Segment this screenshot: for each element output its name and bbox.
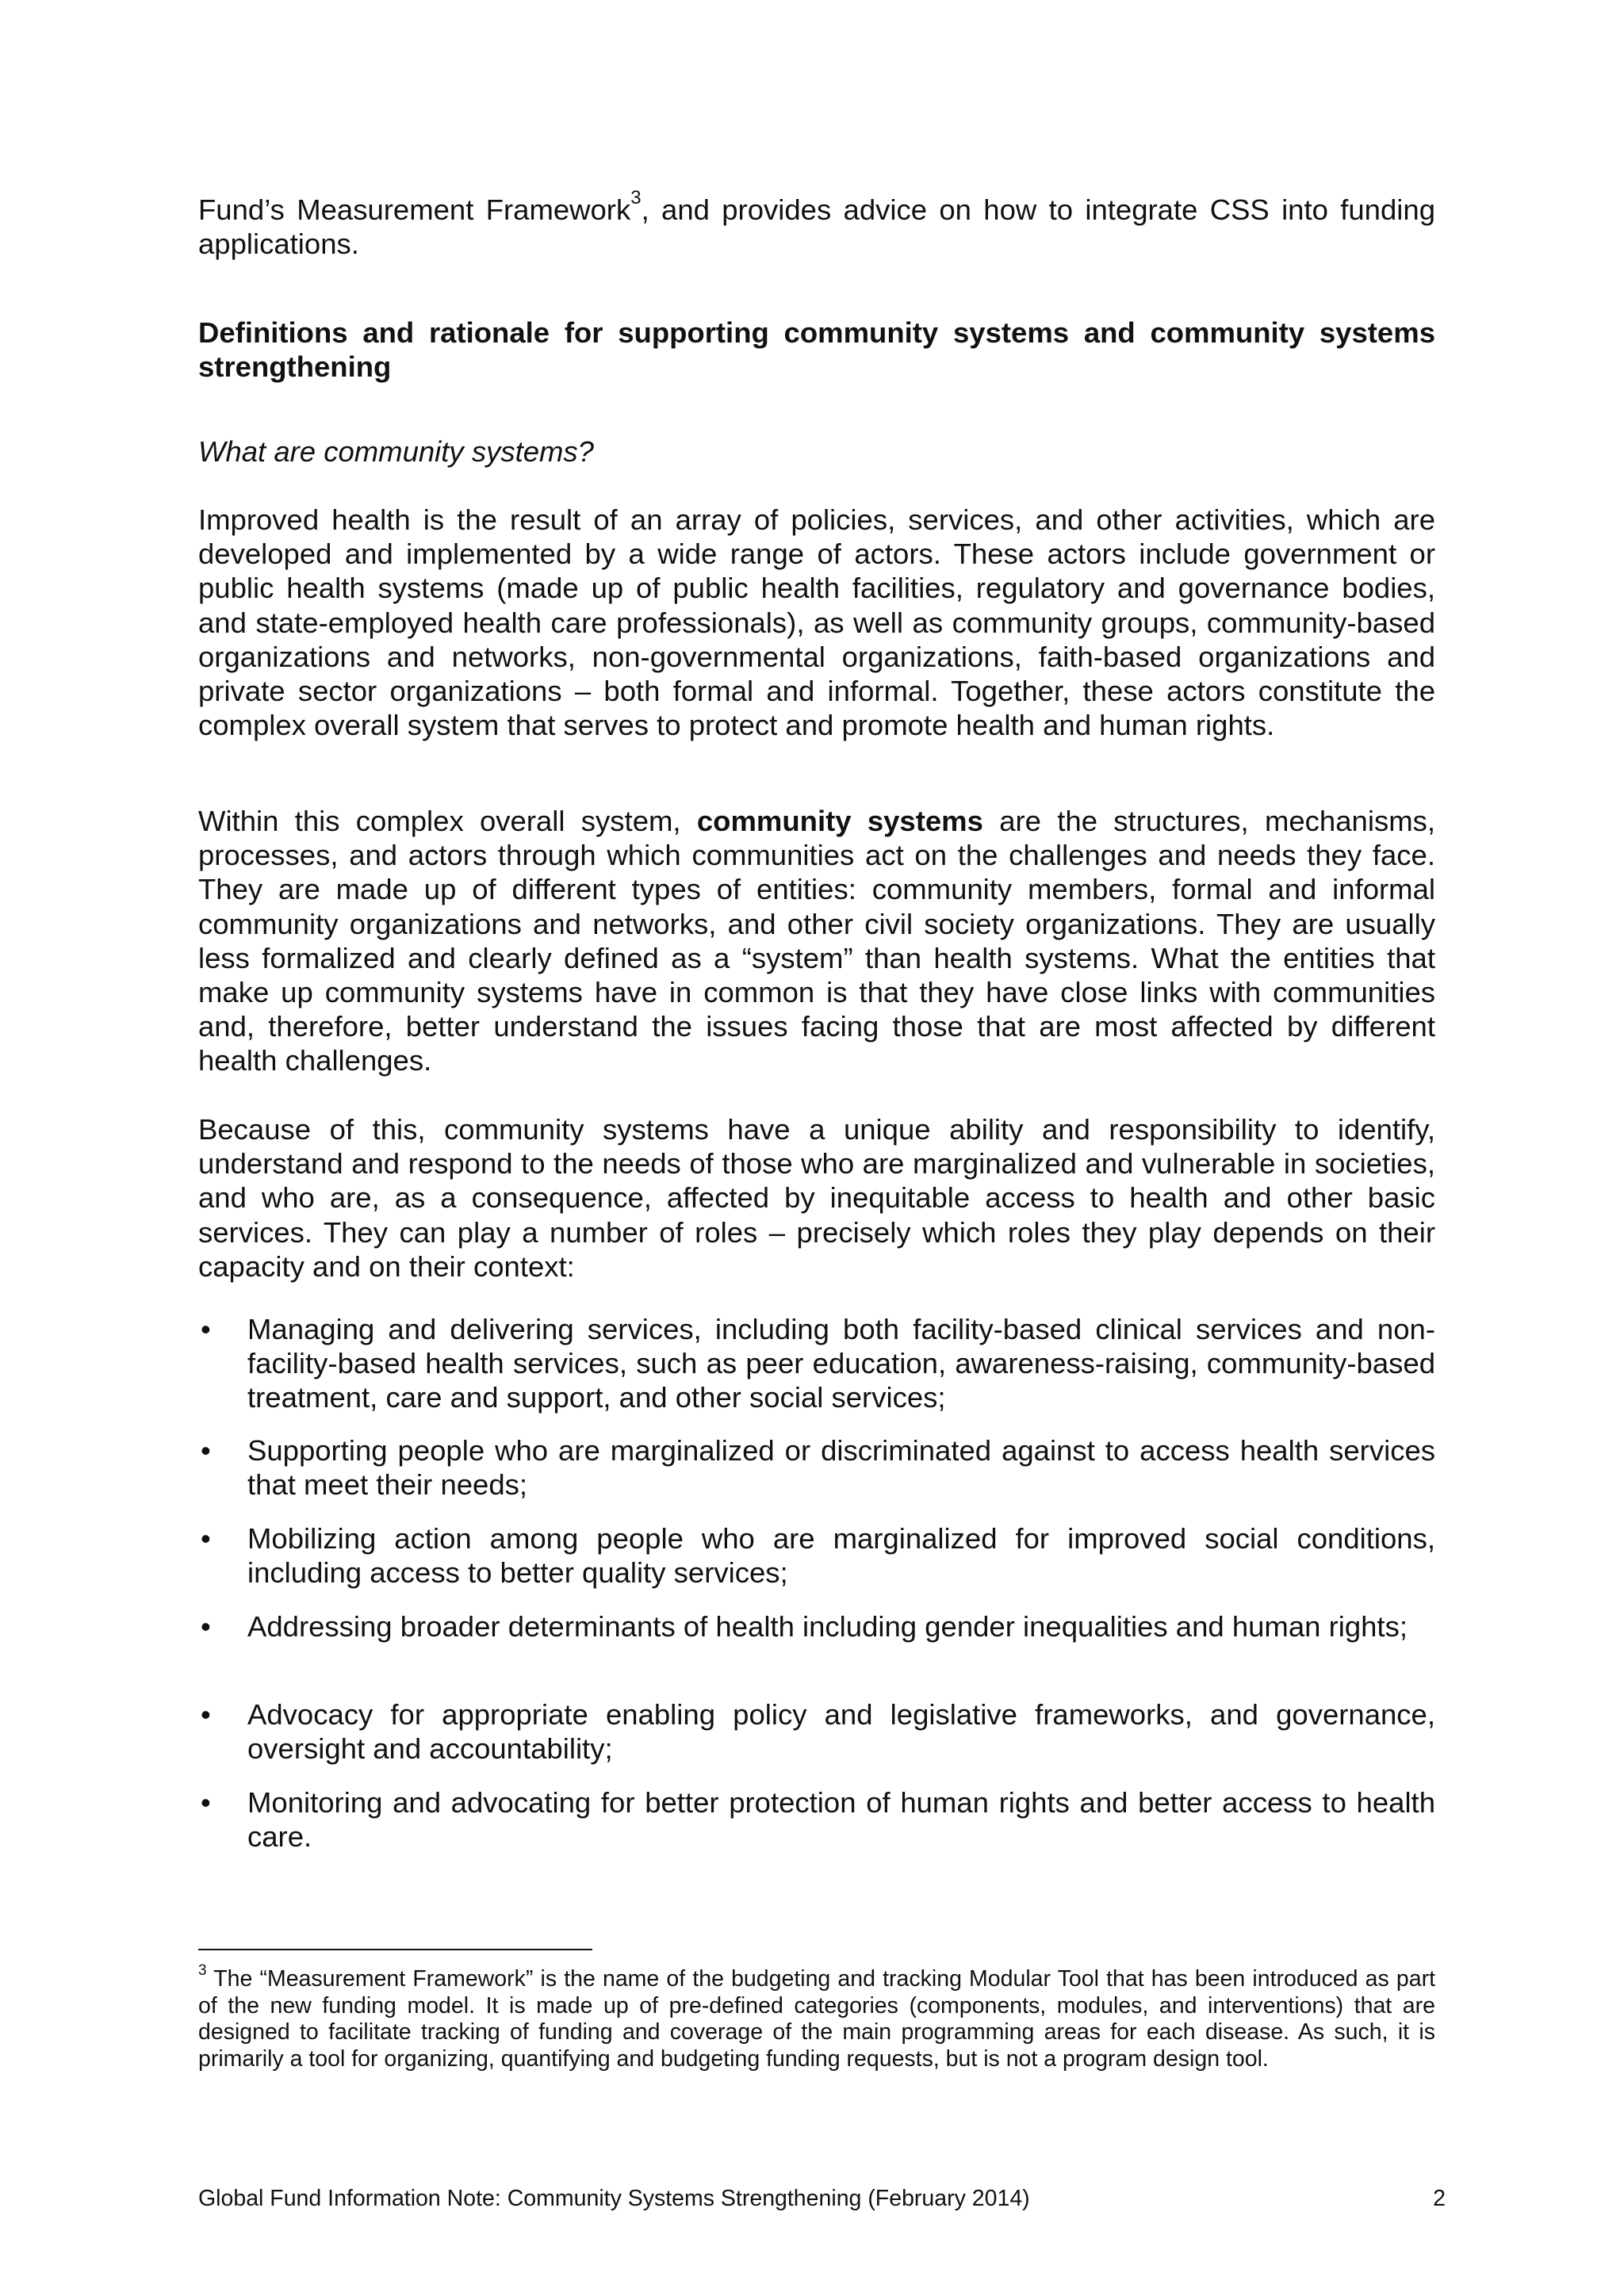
subheading: What are community systems?: [198, 435, 594, 468]
section-heading: Definitions and rationale for supporting community systems and community systems strengthening: [198, 316, 1435, 384]
footnote-number: 3: [198, 1962, 207, 1979]
paragraph-2: [198, 804, 1435, 1078]
footnote-separator: [198, 1949, 592, 1950]
list-item: [198, 1785, 1435, 1854]
bullet-icon: •: [201, 1610, 211, 1643]
paragraph-2-text-after: are the structures, mechanisms, processes, and actors through which communities act on the challenges and needs they face. They are made up of different types of entities: community members, formal and informal community organizations and networks, and other civil society organizations. They are usually less formalized and clearly defined as a “system” than health systems. What the entities that make up community systems have in common is that they have close links with communities and, therefore, better understand the issues facing those that are most affected by different health challenges.: [198, 805, 1435, 1077]
list-item: [198, 1697, 1435, 1766]
list-item: [198, 1312, 1435, 1415]
bullet-icon: •: [201, 1434, 211, 1467]
paragraph-2-text-before: Within this complex overall system,: [198, 805, 697, 837]
bullet-icon: •: [201, 1698, 211, 1731]
footnote-ref-3[interactable]: 3: [630, 187, 642, 209]
list-item-text: Addressing broader determinants of health including gender inequalities and human rights;: [247, 1610, 1408, 1643]
list-item-text: Advocacy for appropriate enabling policy and legislative frameworks, and governance, oversight and accountability;: [247, 1698, 1435, 1766]
intro-paragraph: [198, 187, 1435, 261]
list-item-text: Monitoring and advocating for better protection of human rights and better access to health care.: [247, 1786, 1435, 1854]
footnote-text: The “Measurement Framework” is the name of the budgeting and tracking Modular Tool that has been introduced as part of the new funding model. It is made up of pre-defined categories (components, modules, and interventions) that are designed to facilitate tracking of funding and coverage of the main programming areas for each disease. As such, it is primarily a tool for organizing, quantifying and budgeting funding requests, but is not a program design tool.: [198, 1966, 1435, 2072]
list-item-text: Managing and delivering services, including both facility-based clinical services and non-facility-based health services, such as peer education, awareness-raising, community-based treatment, care and support, and other social services;: [247, 1313, 1435, 1414]
list-item: [198, 1609, 1435, 1644]
paragraph-3: Because of this, community systems have a unique ability and responsibility to identify, understand and respond to the needs of those who are marginalized and vulnerable in societies, and who are, as a consequence, affected by inequitable access to health and other basic services. They can play a number of roles – precisely which roles they play depends on their capacity and on their context:: [198, 1113, 1435, 1283]
community-systems-term: community systems: [696, 805, 983, 837]
bullet-icon: •: [201, 1313, 211, 1345]
list-item: [198, 1433, 1435, 1502]
bullet-icon: •: [201, 1522, 211, 1555]
list-item-text: Mobilizing action among people who are marginalized for improved social conditions, including access to better quality services;: [247, 1522, 1435, 1590]
page-number: 2: [1433, 2186, 1446, 2211]
footnote-3: [198, 1962, 1435, 2072]
intro-text-after: , and provides advice on how to integrate CSS into funding applications.: [198, 193, 1435, 261]
footer-title: Global Fund Information Note: Community Systems Strengthening (February 2014): [198, 2186, 1030, 2211]
bullet-icon: •: [201, 1786, 211, 1819]
list-item-text: Supporting people who are marginalized or discriminated against to access health services that meet their needs;: [247, 1434, 1435, 1502]
intro-text-before: Fund’s Measurement Framework: [198, 193, 631, 226]
list-item: [198, 1521, 1435, 1590]
paragraph-1: Improved health is the result of an array of policies, services, and other activities, which are developed and implemented by a wide range of actors. These actors include government or public health systems (made up of public health facilities, regulatory and governance bodies, and state-employed health care professionals), as well as community groups, community-based organizations and networks, non-governmental organizations, faith-based organizations and private sector organizations – both formal and informal. Together, these actors constitute the complex overall system that serves to protect and promote health and human rights.: [198, 503, 1435, 742]
